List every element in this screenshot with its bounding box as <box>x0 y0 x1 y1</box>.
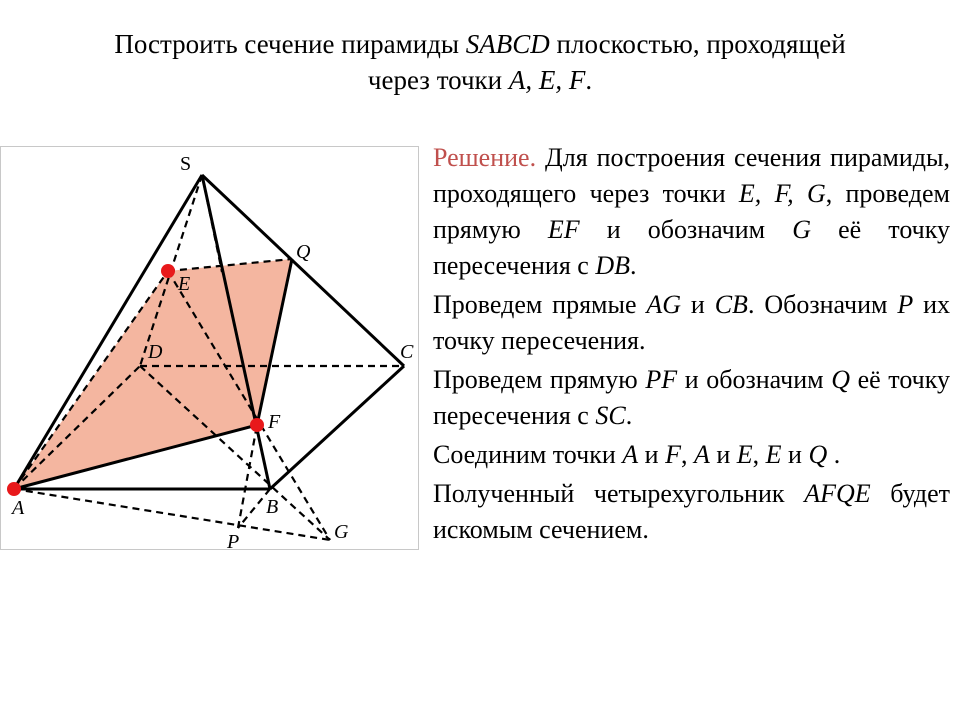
solution-paragraph-5 <box>433 476 950 548</box>
text: и обозначим <box>579 215 793 244</box>
text: . <box>625 401 633 430</box>
text: их точку пересечения. <box>433 290 950 355</box>
text: и <box>638 440 666 469</box>
math-text: CB <box>714 290 748 319</box>
label-b: B <box>266 496 279 518</box>
label-q: Q <box>296 241 311 263</box>
math-text: E <box>765 440 782 469</box>
label-a: A <box>12 497 25 519</box>
math-text: E <box>736 440 753 469</box>
text: . Обозначим <box>747 290 898 319</box>
text: , <box>680 440 694 469</box>
text: её точку пересечения с <box>433 215 950 280</box>
text: и <box>781 440 809 469</box>
text: , проведем прямую <box>433 179 950 244</box>
label-p: P <box>227 531 240 553</box>
text: и <box>681 290 715 319</box>
pyramid-figure <box>0 0 430 560</box>
math-text: AG <box>646 290 682 319</box>
text: и обозначим <box>677 365 832 394</box>
title-text: плоскостью, проходящей <box>549 29 846 59</box>
text: Проведем прямые <box>433 290 647 319</box>
math-text: A <box>622 440 639 469</box>
math-text: Q <box>831 365 850 394</box>
math-text: F <box>665 440 681 469</box>
math-text: SC <box>595 401 626 430</box>
title-text: через точки <box>367 65 509 95</box>
label-f: F <box>268 411 281 433</box>
solution-paragraph-3 <box>433 362 950 434</box>
solution-text <box>433 140 950 548</box>
title-text: Построить сечение пирамиды <box>114 29 466 59</box>
math-text: E, F, G <box>738 179 826 208</box>
segment-pf <box>238 425 257 528</box>
text: . <box>630 251 637 280</box>
math-text: P <box>897 290 914 319</box>
text: Полученный четырехугольник <box>433 479 805 508</box>
text: , <box>752 440 766 469</box>
math-text: PF <box>645 365 678 394</box>
text: Соединим точки <box>433 440 623 469</box>
point-f-marker <box>250 418 264 432</box>
text: Проведем прямую <box>433 365 646 394</box>
math-text: A <box>693 440 710 469</box>
solution-paragraph-4 <box>433 437 950 473</box>
point-a-marker <box>7 482 21 496</box>
label-c: C <box>400 341 414 363</box>
math-text: DB <box>595 251 631 280</box>
math-text: AFQE <box>804 479 871 508</box>
math-text: EF <box>547 215 580 244</box>
solution-paragraph-1 <box>433 140 950 284</box>
math-text: G <box>792 215 811 244</box>
text: её точку пересечения с <box>433 365 950 430</box>
math-text: Q <box>808 440 828 469</box>
title-points: A, E, F <box>508 65 586 95</box>
label-g: G <box>334 521 349 543</box>
label-d: D <box>148 341 163 363</box>
text: Для построения сечения пирамиды, проходящего через точки <box>433 143 950 208</box>
label-s: S <box>180 153 192 175</box>
text: будет искомым сечением. <box>433 479 951 544</box>
title-text: . <box>585 65 593 95</box>
solution-heading: Решение. <box>433 143 537 172</box>
text: и <box>709 440 737 469</box>
edge-bc <box>270 366 404 489</box>
title-pyramid-name: SABCD <box>465 29 550 59</box>
section-afqe <box>14 259 292 489</box>
point-e-marker <box>161 264 175 278</box>
label-e: E <box>178 273 191 295</box>
text: . <box>827 440 841 469</box>
solution-paragraph-2 <box>433 287 950 359</box>
